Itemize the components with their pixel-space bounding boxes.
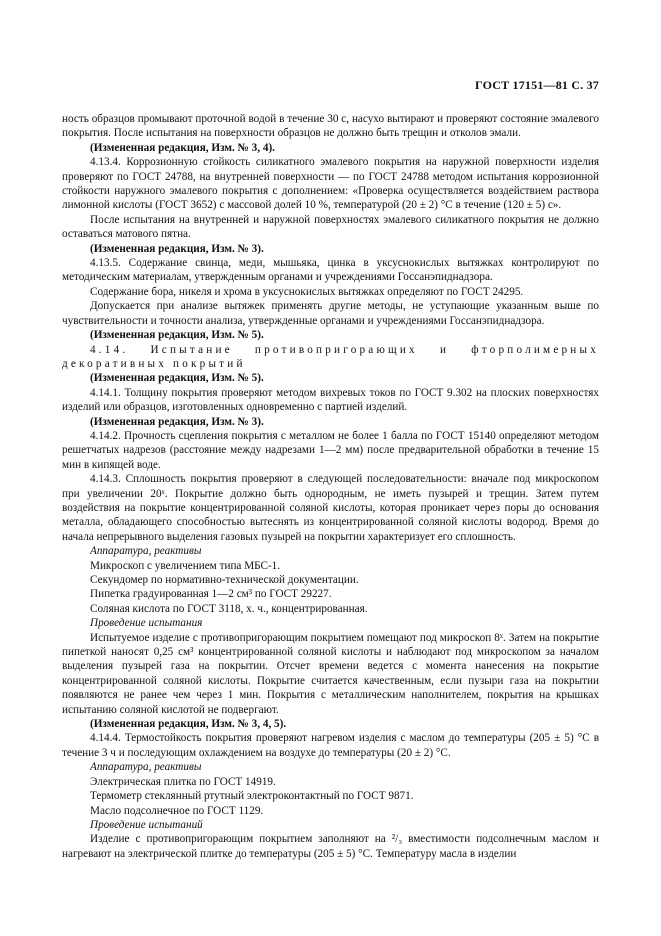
paragraph: Испытуемое изделие с противопригорающим покрытием помещают под микроскоп 8ˣ. Затем на покрытие пипеткой наносят 0,25 см³ концентрированной соляной кислоты и наблюдают под микроскопом за началом выделения пузырей газа на покрытии. Отсчет времени ведется с момента нанесения на покрытие концентрированной соляной кислоты. Покрытие считается качественным, если пузыри газа на покрытии появляются не ранее чем через 1 мин. Покрытия с металлическим наполнителем, покрытия на крышках испытанию соляной кислотой не подвергают. [62, 631, 599, 716]
paragraph: Соляная кислота по ГОСТ 3118, х. ч., концентрированная. [90, 602, 368, 615]
paragraph: (Измененная редакция, Изм. № 3). [90, 242, 264, 255]
paragraph: Аппаратура, реактивы [90, 761, 202, 774]
paragraph: Электрическая плитка по ГОСТ 14919. [90, 775, 276, 788]
document-body [62, 112, 599, 861]
paragraph: 4.14.1. Толщину покрытия проверяют методом вихревых токов по ГОСТ 9.302 на плоских поверхностях изделий или образцов, изготовленных одновременно с партией изделий. [62, 386, 599, 414]
paragraph: 4.13.5. Содержание свинца, меди, мышьяка, цинка в уксуснокислых вытяжках контролируют по методическим материалам, утвержденным органами и учреждениями Госсанэпиднадзора. [62, 257, 599, 284]
paragraph: Масло подсолнечное по ГОСТ 1129. [90, 804, 264, 817]
paragraph: (Измененная редакция, Изм. № 3, 4, 5). [90, 718, 287, 731]
paragraph: 4.13.4. Коррозионную стойкость силикатного эмалевого покрытия на наружной поверхности изделия проверяют по ГОСТ 24788, на внутренней поверхности — по ГОСТ 24788 методом испытания коррозионной стойкости наружного эмалевого покрытия с дополнением: «Проверка осуществляется воздействием раствора лимонной кислоты (ГОСТ 3652) с массовой долей 10 %, температурой (20 ± 2) °С в течение (120 ± 5) с». [62, 156, 599, 212]
paragraph: Аппаратура, реактивы [90, 545, 202, 558]
paragraph: Изделие с противопригорающим покрытием заполняют на ²/₃ вместимости подсолнечным маслом и нагревают на электрической плитке до температуры (205 ± 5) °С. Температуру масла в изделии [62, 833, 599, 860]
paragraph: ность образцов промывают проточной водой в течение 30 с, насухо вытирают и проверяют состояние эмалевого покрытия. После испытания на поверхности образцов не должно быть трещин и отколов эмали. [62, 113, 599, 140]
paragraph: Допускается при анализе вытяжек применять другие методы, не уступающие указанным выше по чувствительности и точности анализа, утвержденные органами и учреждениями Госсанэпиднадзора. [62, 300, 599, 327]
paragraph: (Измененная редакция, Изм. № 3, 4). [90, 141, 275, 154]
paragraph: Проведение испытания [90, 617, 203, 630]
paragraph: 4.14. Испытание противопригорающих и фторполимерных декоративных покрытий [62, 343, 599, 370]
paragraph: Микроскоп с увеличением типа МБС-1. [90, 559, 281, 572]
paragraph: 4.14.4. Термостойкость покрытия проверяют нагревом изделия с маслом до температуры (205 ± 5) °С в течение 3 ч и последующим охлаждением на воздухе до температуры (20 ± 2) °С. [62, 732, 599, 759]
paragraph: Проведение испытаний [90, 818, 203, 831]
paragraph: После испытания на внутренней и наружной поверхностях эмалевого силикатного покрытия не должно оставаться матового пятна. [62, 213, 599, 241]
paragraph: 4.14.2. Прочность сцепления покрытия с металлом не более 1 балла по ГОСТ 15140 определяют методом решетчатых надрезов (расстояние между надрезами 1—2 мм) после предварительной обработки в течение 15 мин в кипящей воде. [62, 429, 599, 471]
paragraph: 4.14.3. Сплошность покрытия проверяют в следующей последовательности: вначале под микроскопом при увеличении 20ˣ. Покрытие должно быть однородным, не иметь пузырей и трещин. Затем путем воздействия на покрытие концентрированной соляной кислоты, которая проникает через поры до основания металла, обладающего способностью вытеснять из концентрированной соляной кислоты водород. Время до начала непрерывного выделения газовых пузырей на покрытии характеризует его сплошность. [62, 473, 599, 543]
paragraph: (Измененная редакция, Изм. № 5). [90, 372, 264, 385]
paragraph: Секундомер по нормативно-технической документации. [90, 574, 359, 586]
paragraph: (Измененная редакция, Изм. № 5). [90, 329, 264, 342]
paragraph: (Измененная редакция, Изм. № 3). [90, 415, 264, 428]
page-header: ГОСТ 17151—81 С. 37 [475, 78, 599, 92]
paragraph: Содержание бора, никеля и хрома в уксуснокислых вытяжках определяют по ГОСТ 24295. [90, 285, 524, 298]
paragraph: Пипетка градуированная 1—2 см³ по ГОСТ 29227. [90, 588, 332, 601]
paragraph: Термометр стеклянный ртутный электроконтактный по ГОСТ 9871. [90, 790, 414, 803]
